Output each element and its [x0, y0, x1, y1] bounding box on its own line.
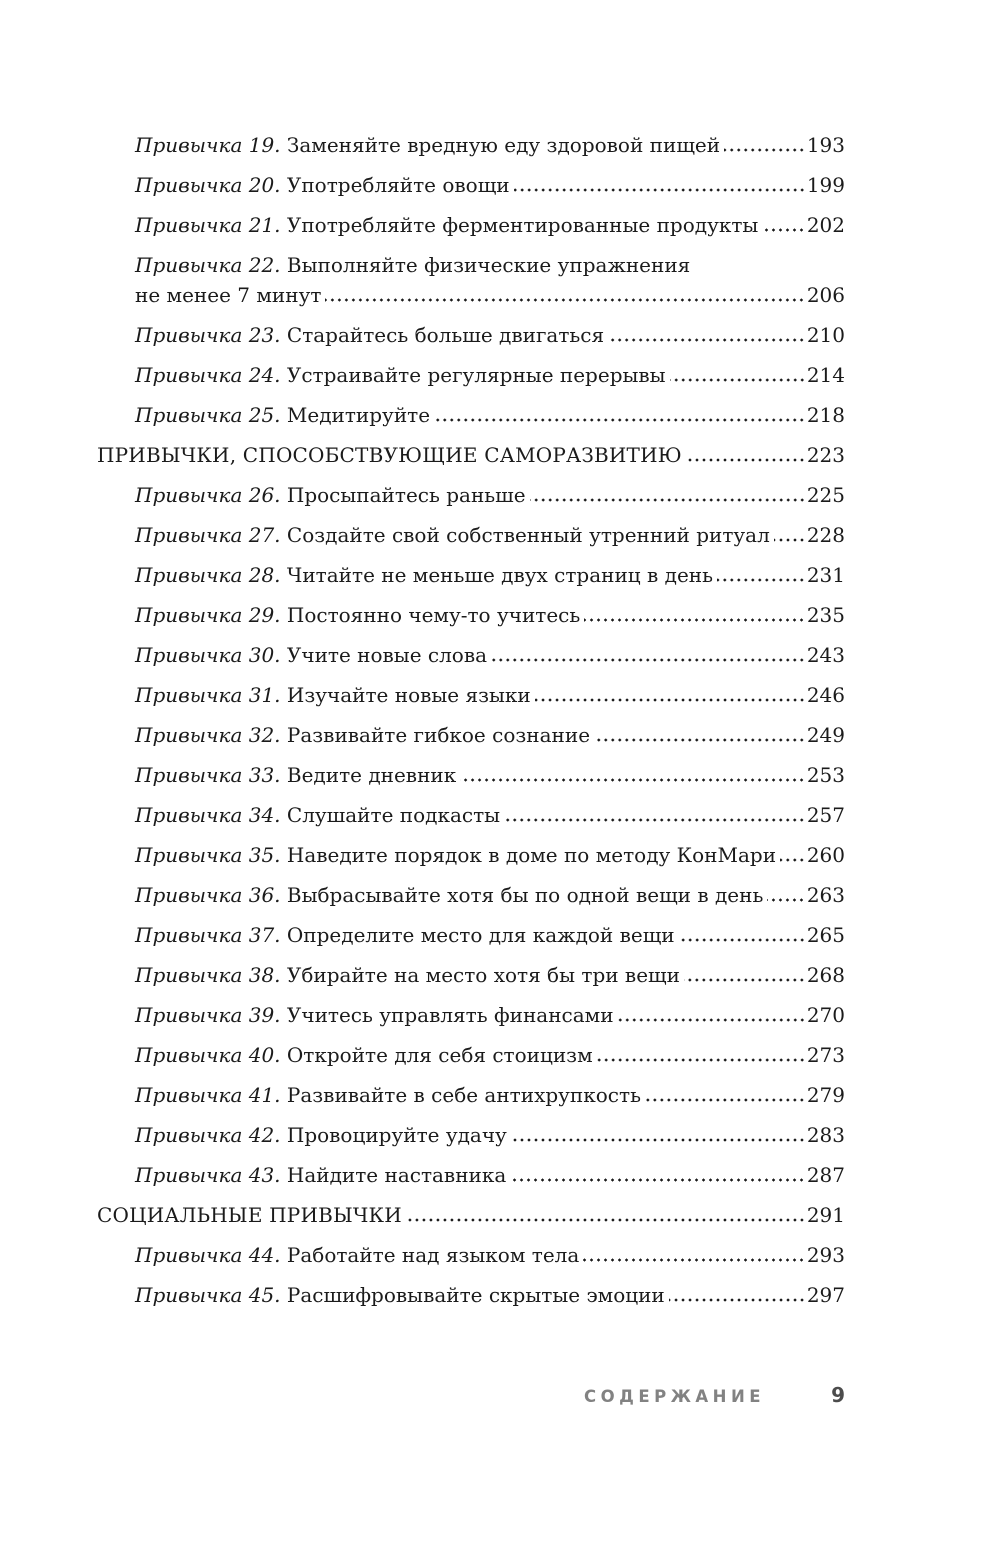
toc-entry: [97, 131, 845, 159]
toc-entry-prefix: Привычка 32.: [135, 723, 281, 747]
dot-leader: [514, 188, 806, 192]
dot-leader: [325, 298, 805, 302]
toc-entry-page: 214: [806, 363, 845, 387]
toc-entry-label: [135, 401, 430, 429]
toc-entry-label: [135, 881, 763, 909]
toc-entry-label: [135, 761, 456, 789]
toc-entry-prefix: Привычка 31.: [135, 683, 281, 707]
toc-entry-prefix: Привычка 21.: [135, 213, 281, 237]
toc-entry: [97, 251, 845, 279]
toc-entry-title: Расшифровывайте скрытые эмоции: [286, 1283, 665, 1307]
toc-entry-prefix: Привычка 26.: [135, 483, 281, 507]
dot-leader: [686, 458, 806, 462]
toc-entry-prefix: Привычка 43.: [135, 1163, 281, 1187]
dot-leader: [724, 148, 806, 152]
toc-entry-page: 249: [806, 723, 845, 747]
toc-entry-label: [135, 641, 487, 669]
toc-entry-title: Ведите дневник: [286, 763, 457, 787]
toc-entry-label: [135, 1121, 507, 1149]
toc-entry-prefix: Привычка 33.: [135, 763, 281, 787]
dot-leader: [618, 1018, 806, 1022]
toc-entry-title: Создайте свой собственный утренний ритуал: [286, 523, 770, 547]
toc-entry-title: Выбрасывайте хотя бы по одной вещи в день: [286, 883, 764, 907]
toc-entry-title: Определите место для каждой вещи: [286, 923, 675, 947]
toc-section-title: ПРИВЫЧКИ, СПОСОБСТВУЮЩИЕ САМОРАЗВИТИЮ: [97, 443, 682, 467]
toc-entry: [97, 1241, 845, 1269]
toc-entry-label: [135, 521, 770, 549]
dot-leader: [491, 658, 806, 662]
toc-entry-prefix: Привычка 34.: [135, 803, 281, 827]
toc-entry-page: 268: [806, 963, 845, 987]
toc-entry-title: Работайте над языком тела: [286, 1243, 580, 1267]
toc-entry-page: 265: [806, 923, 845, 947]
dot-leader: [597, 1058, 806, 1062]
toc-entry: [97, 761, 845, 789]
toc-entry-title: Развивайте гибкое сознание: [286, 723, 591, 747]
toc-entry-label: [135, 721, 590, 749]
page-footer: [97, 1383, 845, 1407]
dot-leader: [460, 778, 806, 782]
toc-entry-page: 218: [806, 403, 845, 427]
toc-entry-page: 283: [806, 1123, 845, 1147]
toc-entry-prefix: Привычка 23.: [135, 323, 281, 347]
toc-entry-title: Выполняйте физические упражнения: [286, 253, 691, 277]
toc-entry: [97, 841, 845, 869]
toc-entry-page: 246: [806, 683, 845, 707]
toc-entry-page: 243: [806, 643, 845, 667]
toc-entry-prefix: Привычка 36.: [135, 883, 281, 907]
toc-entry-prefix: Привычка 29.: [135, 603, 281, 627]
toc-entry-prefix: Привычка 24.: [135, 363, 281, 387]
toc-entry: [97, 881, 845, 909]
toc-entry: [97, 171, 845, 199]
toc-entry-page: 297: [806, 1283, 845, 1307]
toc-entry-page: 293: [806, 1243, 845, 1267]
toc-entry-label: [135, 361, 666, 389]
toc-entry-label: [135, 1161, 506, 1189]
toc-entry: [97, 521, 845, 549]
toc-entry-title: Заменяйте вредную еду здоровой пищей: [286, 133, 721, 157]
toc-entry-page: 253: [806, 763, 845, 787]
toc-entry: [97, 1081, 845, 1109]
toc-entry-label: [135, 211, 758, 239]
toc-entry-prefix: Привычка 42.: [135, 1123, 281, 1147]
toc-entry-page: 193: [806, 133, 845, 157]
toc-entry-prefix: Привычка 20.: [135, 173, 281, 197]
toc-section-heading: [97, 441, 845, 469]
toc-entry: [97, 961, 845, 989]
toc-entry: [97, 401, 845, 429]
toc-entry-title: Учите новые слова: [286, 643, 488, 667]
toc-entry-prefix: Привычка 39.: [135, 1003, 281, 1027]
toc-entry: [97, 1001, 845, 1029]
toc-entry-page: 231: [806, 563, 845, 587]
dot-leader: [510, 1178, 806, 1182]
toc-entry: [97, 1281, 845, 1309]
toc-section-heading: [97, 1201, 845, 1229]
toc-entry-title: Развивайте в себе антихрупкость: [286, 1083, 641, 1107]
toc-entry-prefix: Привычка 28.: [135, 563, 281, 587]
toc-entry-page: 206: [806, 283, 845, 307]
toc-entry-label: [135, 481, 526, 509]
toc-entry-title: Употребляйте овощи: [286, 173, 510, 197]
footer-page-number: 9: [831, 1383, 845, 1407]
dot-leader: [584, 618, 806, 622]
toc-entry-continuation: [97, 281, 845, 309]
toc-entry-prefix: Привычка 30.: [135, 643, 281, 667]
toc-entry-title: Откройте для себя стоицизм: [286, 1043, 593, 1067]
toc-entry: [97, 601, 845, 629]
toc-entry-title: Изучайте новые языки: [286, 683, 531, 707]
toc-entry-label: [135, 131, 720, 159]
dot-leader: [504, 818, 806, 822]
toc-entry-page: 279: [806, 1083, 845, 1107]
toc-entry-label: [135, 1281, 665, 1309]
toc-entry-page: 257: [806, 803, 845, 827]
toc-entry: [97, 641, 845, 669]
toc-entry-title: Устраивайте регулярные перерывы: [286, 363, 666, 387]
toc-entry: [97, 561, 845, 589]
toc-entry-page: 263: [806, 883, 845, 907]
dot-leader: [608, 338, 806, 342]
dot-leader: [679, 938, 806, 942]
dot-leader: [434, 418, 806, 422]
toc-entry-page: 273: [806, 1043, 845, 1067]
toc-entry-page: 210: [806, 323, 845, 347]
toc-entry-page: 287: [806, 1163, 845, 1187]
toc-entry-title: Слушайте подкасты: [286, 803, 501, 827]
dot-leader: [669, 1298, 806, 1302]
dot-leader: [594, 738, 806, 742]
toc-entry-label: [135, 601, 580, 629]
toc-entry: [97, 321, 845, 349]
dot-leader: [530, 498, 806, 502]
toc-entry-label: [135, 321, 604, 349]
toc-section-title: СОЦИАЛЬНЫЕ ПРИВЫЧКИ: [97, 1203, 402, 1227]
dot-leader: [774, 538, 806, 542]
toc-entry-label: [135, 251, 690, 279]
toc-entry: [97, 801, 845, 829]
toc-entry-page: 199: [806, 173, 845, 197]
dot-leader: [762, 228, 805, 232]
footer-chapter-label: СОДЕРЖАНИЕ: [584, 1387, 766, 1406]
toc-entry-label: [135, 171, 510, 199]
toc-entry-prefix: Привычка 37.: [135, 923, 281, 947]
toc-entry-page: 228: [806, 523, 845, 547]
toc-entry-prefix: Привычка 27.: [135, 523, 281, 547]
toc-entry-page: 260: [806, 843, 845, 867]
toc-entry-prefix: Привычка 41.: [135, 1083, 281, 1107]
toc-entry: [97, 361, 845, 389]
toc-entry-title: Провоцируйте удачу: [286, 1123, 507, 1147]
toc-entry: [97, 1161, 845, 1189]
toc-section-page: 291: [806, 1203, 845, 1227]
toc-entry-label: [135, 1041, 593, 1069]
dot-leader: [717, 578, 806, 582]
toc-entry: [97, 1121, 845, 1149]
toc-entry: [97, 211, 845, 239]
toc-entry-title: Учитесь управлять финансами: [286, 1003, 614, 1027]
toc-entry-label: [135, 841, 776, 869]
toc-entry-prefix: Привычка 45.: [135, 1283, 281, 1307]
toc-entry-title: Просыпайтесь раньше: [286, 483, 526, 507]
dot-leader: [511, 1138, 806, 1142]
toc-entry-prefix: Привычка 25.: [135, 403, 281, 427]
table-of-contents: [97, 131, 845, 1321]
toc-entry-page: 202: [806, 213, 845, 237]
toc-entry-label: [135, 561, 713, 589]
toc-entry-label: [135, 1081, 641, 1109]
dot-leader: [535, 698, 806, 702]
toc-entry-prefix: Привычка 40.: [135, 1043, 281, 1067]
toc-entry: [97, 681, 845, 709]
dot-leader: [645, 1098, 806, 1102]
toc-entry-label: [135, 1241, 579, 1269]
toc-entry-page: 270: [806, 1003, 845, 1027]
toc-entry: [97, 721, 845, 749]
toc-entry-title: Медитируйте: [286, 403, 431, 427]
toc-entry-label: [135, 961, 680, 989]
dot-leader: [684, 978, 806, 982]
toc-entry-title: Употребляйте ферментированные продукты: [286, 213, 759, 237]
toc-entry: [97, 921, 845, 949]
toc-entry-title: Читайте не меньше двух страниц в день: [286, 563, 714, 587]
toc-entry-label: [135, 801, 500, 829]
toc-entry-label: [135, 921, 675, 949]
toc-entry-title: Убирайте на место хотя бы три вещи: [286, 963, 680, 987]
dot-leader: [780, 858, 806, 862]
toc-entry-page: 225: [806, 483, 845, 507]
toc-entry-title: Постоянно чему-то учитесь: [286, 603, 581, 627]
toc-entry-prefix: Привычка 35.: [135, 843, 281, 867]
dot-leader: [670, 378, 806, 382]
dot-leader: [767, 898, 805, 902]
toc-entry-title: Найдите наставника: [286, 1163, 507, 1187]
toc-entry-title: Старайтесь больше двигаться: [286, 323, 605, 347]
toc-entry-prefix: Привычка 19.: [135, 133, 281, 157]
toc-entry-page: 235: [806, 603, 845, 627]
dot-leader: [583, 1258, 806, 1262]
toc-entry-prefix: Привычка 22.: [135, 253, 281, 277]
toc-entry: [97, 1041, 845, 1069]
toc-entry: [97, 481, 845, 509]
dot-leader: [406, 1218, 806, 1222]
toc-entry-label: [135, 1001, 614, 1029]
toc-entry-prefix: Привычка 38.: [135, 963, 281, 987]
toc-entry-prefix: Привычка 44.: [135, 1243, 281, 1267]
toc-entry-title: Наведите порядок в доме по методу КонМари: [286, 843, 777, 867]
toc-section-page: 223: [806, 443, 845, 467]
toc-entry-title-line2: не менее 7 минут: [135, 283, 322, 307]
toc-entry-label: [135, 681, 531, 709]
